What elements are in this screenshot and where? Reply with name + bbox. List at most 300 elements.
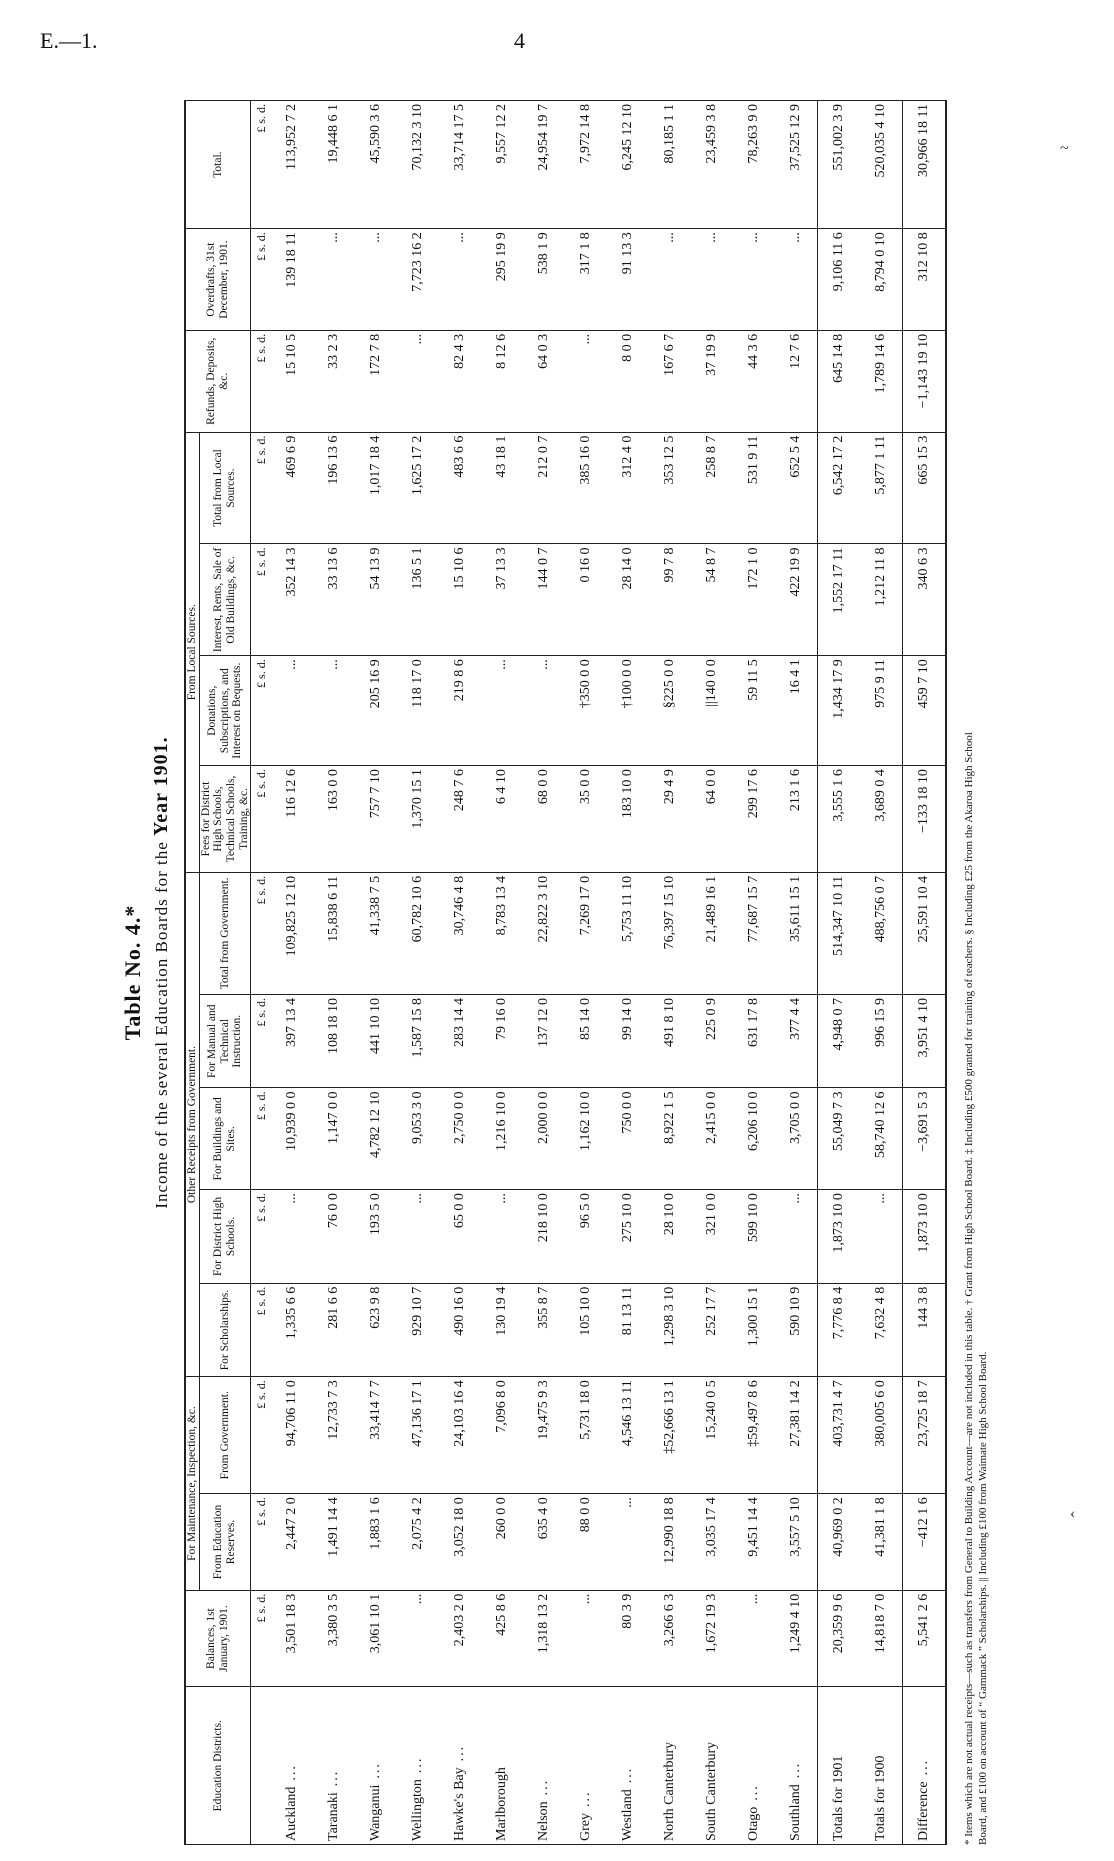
- amount-cell: 1,212 11 8: [860, 544, 903, 656]
- district-cell: [607, 1687, 649, 1845]
- amount-cell: 27,381 14 2: [775, 1377, 818, 1494]
- amount-cell: 8 0 0: [607, 330, 649, 432]
- header-refunds: Refunds, Deposits, &c.: [185, 330, 251, 432]
- units-cell: £ s. d.: [251, 330, 272, 432]
- amount-cell: 1,216 10 0: [481, 1088, 523, 1190]
- amount-cell: −1,143 19 10: [903, 330, 947, 432]
- amount-cell: ...: [355, 229, 397, 331]
- amount-cell: 8 12 6: [481, 330, 523, 432]
- amount-cell: 12,990 18 8: [649, 1494, 691, 1591]
- amount-cell: 22,822 3 10: [523, 872, 565, 994]
- district-cell: [397, 1687, 439, 1845]
- header-district: Education Districts.: [185, 1687, 251, 1845]
- amount-cell: 355 8 7: [523, 1283, 565, 1377]
- amount-cell: 136 5 1: [397, 544, 439, 656]
- amount-cell: 28 14 0: [607, 544, 649, 656]
- amount-cell: 109,825 12 10: [271, 872, 313, 994]
- amount-cell: 60,782 10 6: [397, 872, 439, 994]
- rotated-table-region: [120, 100, 1000, 1845]
- amount-cell: 163 0 0: [313, 766, 355, 873]
- amount-cell: 353 12 5: [649, 432, 691, 544]
- amount-cell: 551,002 3 9: [818, 101, 861, 229]
- amount-cell: 12,733 7 3: [313, 1377, 355, 1494]
- amount-cell: 252 17 7: [691, 1283, 733, 1377]
- amount-cell: 3,061 10 1: [355, 1590, 397, 1687]
- page-ref: E.—1.: [40, 28, 98, 53]
- amount-cell: 16 4 1: [775, 656, 818, 766]
- amount-cell: 3,951 4 10: [903, 994, 947, 1088]
- header-donations: Donations, Subscriptions, and Interest on Bequests.: [199, 656, 251, 766]
- amount-cell: 130 19 4: [481, 1283, 523, 1377]
- amount-cell: 37,525 12 9: [775, 101, 818, 229]
- amount-cell: 652 5 4: [775, 432, 818, 544]
- amount-cell: 20,359 9 6: [818, 1590, 861, 1687]
- header-district-high: For District High Schools.: [199, 1190, 251, 1284]
- table-subtitle: [150, 100, 173, 1845]
- amount-cell: 3,689 0 4: [860, 766, 903, 873]
- amount-cell: 520,035 4 10: [860, 101, 903, 229]
- amount-cell: 64 0 0: [691, 766, 733, 873]
- amount-cell: 3,266 6 3: [649, 1590, 691, 1687]
- amount-cell: 10,939 0 0: [271, 1088, 313, 1190]
- amount-cell: 33,414 7 7: [355, 1377, 397, 1494]
- header-from-reserves: From Education Reserves.: [199, 1494, 251, 1591]
- amount-cell: 80 3 9: [607, 1590, 649, 1687]
- amount-cell: 1,298 3 10: [649, 1283, 691, 1377]
- amount-cell: 2,075 4 2: [397, 1494, 439, 1591]
- units-cell: £ s. d.: [251, 101, 272, 229]
- amount-cell: 1,587 15 8: [397, 994, 439, 1088]
- amount-cell: 3,555 1 6: [818, 766, 861, 873]
- amount-cell: 108 18 10: [313, 994, 355, 1088]
- district-name: Difference: [916, 1781, 932, 1841]
- table-row: [607, 101, 649, 1845]
- amount-cell: 6 4 10: [481, 766, 523, 873]
- amount-cell: 4,948 0 7: [818, 994, 861, 1088]
- amount-cell: 3,380 3 5: [313, 1590, 355, 1687]
- amount-cell: 205 16 9: [355, 656, 397, 766]
- amount-cell: 105 10 0: [565, 1283, 607, 1377]
- amount-cell: −133 18 10: [903, 766, 947, 873]
- amount-cell: 8,922 1 5: [649, 1088, 691, 1190]
- amount-cell: ...: [397, 330, 439, 432]
- table-row: [565, 101, 607, 1845]
- amount-cell: 352 14 3: [271, 544, 313, 656]
- district-name: Hawke's Bay: [452, 1767, 468, 1841]
- footnote-line-2: Board, and £100 on account of “ Gammack ” Scholarships. || Including £100 from Waimate High School Board.: [977, 1351, 990, 1845]
- amount-cell: 1,434 17 9: [818, 656, 861, 766]
- header-from-government: From Government.: [199, 1377, 251, 1494]
- amount-cell: 1,162 10 0: [565, 1088, 607, 1190]
- amount-cell: 5,731 18 0: [565, 1377, 607, 1494]
- income-table: [184, 100, 947, 1845]
- district-cell: [565, 1687, 607, 1845]
- amount-cell: 599 10 0: [733, 1190, 775, 1284]
- amount-cell: ...: [397, 1190, 439, 1284]
- amount-cell: 23,459 3 8: [691, 101, 733, 229]
- amount-cell: 19,448 6 1: [313, 101, 355, 229]
- amount-cell: 996 15 9: [860, 994, 903, 1088]
- amount-cell: 6,206 10 0: [733, 1088, 775, 1190]
- district-cell: [439, 1687, 481, 1845]
- amount-cell: 750 0 0: [607, 1088, 649, 1190]
- amount-cell: 76 0 0: [313, 1190, 355, 1284]
- table-subtitle-prefix: Income of the several Education Boards for the: [152, 841, 171, 1209]
- amount-cell: ...: [691, 229, 733, 331]
- amount-cell: ||140 0 0: [691, 656, 733, 766]
- amount-cell: 321 0 0: [691, 1190, 733, 1284]
- amount-cell: 19,475 9 3: [523, 1377, 565, 1494]
- amount-cell: 33 2 3: [313, 330, 355, 432]
- district-name: Westland: [620, 1789, 636, 1841]
- amount-cell: 483 6 6: [439, 432, 481, 544]
- amount-cell: 137 12 0: [523, 994, 565, 1088]
- amount-cell: 35,611 15 1: [775, 872, 818, 994]
- units-cell: £ s. d.: [251, 1494, 272, 1591]
- district-cell: [775, 1687, 818, 1845]
- amount-cell: 2,415 0 0: [691, 1088, 733, 1190]
- amount-cell: 12 7 6: [775, 330, 818, 432]
- amount-cell: 1,249 4 10: [775, 1590, 818, 1687]
- table-row: [903, 101, 947, 1845]
- amount-cell: ...: [649, 229, 691, 331]
- amount-cell: 5,877 1 11: [860, 432, 903, 544]
- amount-cell: 1,883 1 6: [355, 1494, 397, 1591]
- amount-cell: 15 10 5: [271, 330, 313, 432]
- amount-cell: 425 8 6: [481, 1590, 523, 1687]
- amount-cell: 80,185 1 1: [649, 101, 691, 229]
- leader-dots: ...: [916, 1758, 932, 1776]
- table-row: [271, 101, 313, 1845]
- amount-cell: 33 13 6: [313, 544, 355, 656]
- leader-dots: ...: [620, 1766, 636, 1784]
- district-name: Auckland: [284, 1786, 300, 1841]
- amount-cell: 219 8 6: [439, 656, 481, 766]
- units-cell: £ s. d.: [251, 432, 272, 544]
- amount-cell: 590 10 9: [775, 1283, 818, 1377]
- amount-cell: 37 19 9: [691, 330, 733, 432]
- amount-cell: 59 11 5: [733, 656, 775, 766]
- amount-cell: 64 0 3: [523, 330, 565, 432]
- amount-cell: 1,300 15 1: [733, 1283, 775, 1377]
- amount-cell: 5,753 11 10: [607, 872, 649, 994]
- amount-cell: 403,731 4 7: [818, 1377, 861, 1494]
- amount-cell: 248 7 6: [439, 766, 481, 873]
- amount-cell: 260 0 0: [481, 1494, 523, 1591]
- amount-cell: 91 13 3: [607, 229, 649, 331]
- table-row: [313, 101, 355, 1845]
- amount-cell: 490 16 0: [439, 1283, 481, 1377]
- amount-cell: 1,873 10 0: [903, 1190, 947, 1284]
- amount-cell: 5,541 2 6: [903, 1590, 947, 1687]
- amount-cell: 623 9 8: [355, 1283, 397, 1377]
- amount-cell: ...: [439, 229, 481, 331]
- units-row: [251, 101, 272, 1845]
- amount-cell: 469 6 9: [271, 432, 313, 544]
- amount-cell: 299 17 6: [733, 766, 775, 873]
- amount-cell: ‡59,497 8 6: [733, 1377, 775, 1494]
- amount-cell: 28 10 0: [649, 1190, 691, 1284]
- amount-cell: 3,052 18 0: [439, 1494, 481, 1591]
- table-row: [818, 101, 861, 1845]
- district-cell: [903, 1687, 947, 1845]
- amount-cell: 70,132 3 10: [397, 101, 439, 229]
- amount-cell: 29 4 9: [649, 766, 691, 873]
- amount-cell: 55,049 7 3: [818, 1088, 861, 1190]
- amount-cell: 35 0 0: [565, 766, 607, 873]
- units-cell: £ s. d.: [251, 766, 272, 873]
- district-name: Wanganui: [368, 1784, 384, 1841]
- units-cell: £ s. d.: [251, 1190, 272, 1284]
- amount-cell: 212 0 7: [523, 432, 565, 544]
- amount-cell: ...: [271, 1190, 313, 1284]
- amount-cell: 8,783 13 4: [481, 872, 523, 994]
- amount-cell: 635 4 0: [523, 1494, 565, 1591]
- amount-cell: 77,687 15 7: [733, 872, 775, 994]
- units-cell: £ s. d.: [251, 1283, 272, 1377]
- amount-cell: 2,750 0 0: [439, 1088, 481, 1190]
- amount-cell: 3,501 18 3: [271, 1590, 313, 1687]
- amount-cell: 8,794 0 10: [860, 229, 903, 331]
- amount-cell: 25,591 10 4: [903, 872, 947, 994]
- units-cell: £ s. d.: [251, 872, 272, 994]
- amount-cell: ...: [397, 1590, 439, 1687]
- table-row: [523, 101, 565, 1845]
- units-cell: £ s. d.: [251, 994, 272, 1088]
- leader-dots: ...: [326, 1769, 342, 1787]
- amount-cell: 441 10 10: [355, 994, 397, 1088]
- amount-cell: 491 8 10: [649, 994, 691, 1088]
- table-subtitle-year: Year 1901.: [150, 736, 172, 836]
- amount-cell: 9,053 3 0: [397, 1088, 439, 1190]
- table-body: [251, 101, 947, 1845]
- amount-cell: 3,035 17 4: [691, 1494, 733, 1591]
- amount-cell: 281 6 6: [313, 1283, 355, 1377]
- leader-dots: ...: [410, 1756, 426, 1774]
- table-row: [860, 101, 903, 1845]
- table-row: [775, 101, 818, 1845]
- table-row: [439, 101, 481, 1845]
- amount-cell: 21,489 16 1: [691, 872, 733, 994]
- amount-cell: 7,632 4 8: [860, 1283, 903, 1377]
- amount-cell: 2,403 2 0: [439, 1590, 481, 1687]
- amount-cell: ‡52,666 13 1: [649, 1377, 691, 1494]
- amount-cell: 9,451 14 4: [733, 1494, 775, 1591]
- amount-cell: 7,269 17 0: [565, 872, 607, 994]
- table-title: Table No. 4.*: [120, 904, 145, 1041]
- amount-cell: ...: [523, 656, 565, 766]
- header-interest: Interest, Rents, Sale of Old Buildings, &c.: [199, 544, 251, 656]
- amount-cell: 2,000 0 0: [523, 1088, 565, 1190]
- table-row: [649, 101, 691, 1845]
- amount-cell: ...: [775, 229, 818, 331]
- amount-cell: 81 13 11: [607, 1283, 649, 1377]
- amount-cell: 295 19 9: [481, 229, 523, 331]
- table-row: [481, 101, 523, 1845]
- amount-cell: 167 6 7: [649, 330, 691, 432]
- amount-cell: 43 18 1: [481, 432, 523, 544]
- table-row: [733, 101, 775, 1845]
- leader-dots: ...: [452, 1744, 468, 1762]
- amount-cell: 15,240 0 5: [691, 1377, 733, 1494]
- header-maintenance-group: For Maintenance, Inspection, &c.: [185, 1377, 199, 1591]
- amount-cell: 488,756 0 7: [860, 872, 903, 994]
- amount-cell: 3,705 0 0: [775, 1088, 818, 1190]
- district-name: Marlborough: [494, 1767, 510, 1841]
- leader-dots: ...: [578, 1790, 594, 1807]
- amount-cell: 37 13 3: [481, 544, 523, 656]
- amount-cell: 275 10 0: [607, 1190, 649, 1284]
- district-name: North Canterbury: [662, 1741, 678, 1841]
- amount-cell: §225 0 0: [649, 656, 691, 766]
- amount-cell: 317 1 8: [565, 229, 607, 331]
- amount-cell: 139 18 11: [271, 229, 313, 331]
- header-total-local: Total from Local Sources.: [199, 432, 251, 544]
- district-cell: [649, 1687, 691, 1845]
- amount-cell: −412 1 6: [903, 1494, 947, 1591]
- amount-cell: 514,347 10 11: [818, 872, 861, 994]
- amount-cell: 15,838 6 11: [313, 872, 355, 994]
- amount-cell: 7,776 8 4: [818, 1283, 861, 1377]
- district-cell: [860, 1687, 903, 1845]
- units-cell: £ s. d.: [251, 1590, 272, 1687]
- district-cell: [481, 1687, 523, 1845]
- district-name: Nelson: [536, 1801, 552, 1841]
- amount-cell: −3,691 5 3: [903, 1088, 947, 1190]
- amount-cell: 1,335 6 6: [271, 1283, 313, 1377]
- district-name: Otago: [746, 1806, 762, 1841]
- amount-cell: 6,245 12 10: [607, 101, 649, 229]
- amount-cell: 45,590 3 6: [355, 101, 397, 229]
- footnotes: [962, 100, 991, 1845]
- district-name: South Canterbury: [704, 1741, 720, 1841]
- header-local-group: From Local Sources.: [185, 432, 199, 872]
- amount-cell: †100 0 0: [607, 656, 649, 766]
- header-manual: For Manual and Technical Instruction.: [199, 994, 251, 1088]
- leader-dots: ...: [746, 1784, 762, 1801]
- amount-cell: 79 16 0: [481, 994, 523, 1088]
- amount-cell: ...: [775, 1190, 818, 1284]
- amount-cell: 397 13 4: [271, 994, 313, 1088]
- amount-cell: 422 19 9: [775, 544, 818, 656]
- district-cell: [733, 1687, 775, 1845]
- amount-cell: ...: [313, 229, 355, 331]
- table-row: [691, 101, 733, 1845]
- amount-cell: 380,005 6 0: [860, 1377, 903, 1494]
- amount-cell: 183 10 0: [607, 766, 649, 873]
- margin-mark-top: ~: [1060, 140, 1069, 157]
- amount-cell: 41,381 1 8: [860, 1494, 903, 1591]
- amount-cell: ...: [481, 1190, 523, 1284]
- amount-cell: 975 9 11: [860, 656, 903, 766]
- amount-cell: 30,746 4 8: [439, 872, 481, 994]
- amount-cell: 47,136 17 1: [397, 1377, 439, 1494]
- amount-cell: 44 3 6: [733, 330, 775, 432]
- units-cell: £ s. d.: [251, 1377, 272, 1494]
- amount-cell: 531 9 11: [733, 432, 775, 544]
- amount-cell: 23,725 18 7: [903, 1377, 947, 1494]
- amount-cell: 225 0 9: [691, 994, 733, 1088]
- amount-cell: 54 13 9: [355, 544, 397, 656]
- amount-cell: 1,552 17 11: [818, 544, 861, 656]
- footnote-line-1: * Items which are not actual receipts—such as transfers from General to Building Account—are not included in this table. † Grant from High School Board. ‡ Including £500 granted for training of teachers. § Including £25 from the Akaroa High School: [963, 732, 975, 1845]
- leader-dots: ...: [788, 1761, 804, 1779]
- amount-cell: 538 1 9: [523, 229, 565, 331]
- amount-cell: 7,972 14 8: [565, 101, 607, 229]
- units-cell: £ s. d.: [251, 229, 272, 331]
- amount-cell: ...: [733, 1590, 775, 1687]
- amount-cell: 94,706 11 0: [271, 1377, 313, 1494]
- amount-cell: 213 1 6: [775, 766, 818, 873]
- amount-cell: 7,096 8 0: [481, 1377, 523, 1494]
- amount-cell: 1,625 17 2: [397, 432, 439, 544]
- amount-cell: 258 8 7: [691, 432, 733, 544]
- amount-cell: 312 10 8: [903, 229, 947, 331]
- header-total: Total.: [185, 101, 251, 229]
- amount-cell: 65 0 0: [439, 1190, 481, 1284]
- amount-cell: 1,370 15 1: [397, 766, 439, 873]
- amount-cell: 1,789 14 6: [860, 330, 903, 432]
- amount-cell: ...: [565, 330, 607, 432]
- amount-cell: ...: [565, 1590, 607, 1687]
- leader-dots: ...: [284, 1764, 300, 1781]
- amount-cell: ...: [313, 656, 355, 766]
- amount-cell: 172 1 0: [733, 544, 775, 656]
- amount-cell: 116 12 6: [271, 766, 313, 873]
- amount-cell: 118 17 0: [397, 656, 439, 766]
- amount-cell: 6,542 17 2: [818, 432, 861, 544]
- amount-cell: 312 4 0: [607, 432, 649, 544]
- amount-cell: 4,546 13 11: [607, 1377, 649, 1494]
- amount-cell: 9,106 11 6: [818, 229, 861, 331]
- district-cell: [523, 1687, 565, 1845]
- amount-cell: 99 7 8: [649, 544, 691, 656]
- district-name: Totals for 1901: [831, 1755, 847, 1841]
- header-overdrafts: Overdrafts, 31st December, 1901.: [185, 229, 251, 331]
- amount-cell: 24,103 16 4: [439, 1377, 481, 1494]
- amount-cell: 193 5 0: [355, 1190, 397, 1284]
- table-row: [355, 101, 397, 1845]
- district-name: Wellington: [410, 1779, 426, 1841]
- district-cell: [818, 1687, 861, 1845]
- district-name: Taranaki: [326, 1792, 342, 1841]
- amount-cell: 0 16 0: [565, 544, 607, 656]
- amount-cell: 1,672 19 3: [691, 1590, 733, 1687]
- amount-cell: 88 0 0: [565, 1494, 607, 1591]
- amount-cell: 218 10 0: [523, 1190, 565, 1284]
- amount-cell: 144 0 7: [523, 544, 565, 656]
- header-total-government: Total from Government.: [199, 872, 251, 994]
- amount-cell: 196 13 6: [313, 432, 355, 544]
- amount-cell: 2,447 2 0: [271, 1494, 313, 1591]
- amount-cell: 459 7 10: [903, 656, 947, 766]
- amount-cell: ...: [271, 656, 313, 766]
- header-buildings: For Buildings and Sites.: [199, 1088, 251, 1190]
- amount-cell: 1,873 10 0: [818, 1190, 861, 1284]
- amount-cell: ...: [860, 1190, 903, 1284]
- district-cell: [355, 1687, 397, 1845]
- district-name: Southland: [788, 1784, 804, 1841]
- units-cell: £ s. d.: [251, 544, 272, 656]
- amount-cell: 9,557 12 2: [481, 101, 523, 229]
- amount-cell: 283 14 4: [439, 994, 481, 1088]
- amount-cell: 78,263 9 0: [733, 101, 775, 229]
- amount-cell: 113,952 7 2: [271, 101, 313, 229]
- amount-cell: 377 4 4: [775, 994, 818, 1088]
- amount-cell: 15 10 6: [439, 544, 481, 656]
- amount-cell: 1,491 14 4: [313, 1494, 355, 1591]
- amount-cell: 85 14 0: [565, 994, 607, 1088]
